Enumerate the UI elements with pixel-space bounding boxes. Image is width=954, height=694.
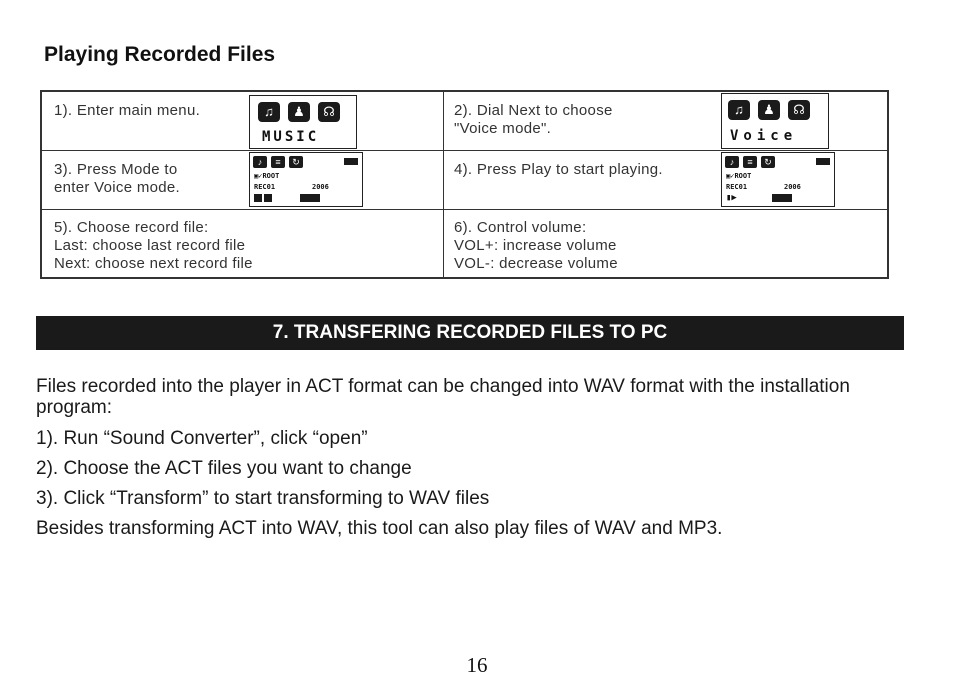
page-number: 16 xyxy=(466,653,488,677)
stop-icon-2 xyxy=(264,194,272,202)
voice-icon: ☊ xyxy=(788,100,810,120)
lcd-playing xyxy=(721,152,835,207)
instruction-step-3: 3). Click “Transform” to start transforming to WAV files xyxy=(36,488,490,509)
closing-paragraph: Besides transforming ACT into WAV, this tool can also play files of WAV and MP3. xyxy=(36,518,723,539)
menu-caption-voice: Voice xyxy=(730,128,798,144)
play-icon: ▮▶ xyxy=(726,193,737,203)
step-4-text: 4). Press Play to start playing. xyxy=(454,161,663,178)
file-counter: 2006 xyxy=(312,183,329,191)
stop-icon xyxy=(254,194,262,202)
folder-name: ▣✓ROOT xyxy=(254,172,280,180)
lcd-menu-voice xyxy=(721,93,829,149)
step-3-text: 3). Press Mode to enter Voice mode. xyxy=(54,161,181,196)
lcd-voice-mode xyxy=(249,152,363,207)
voice-icon: ☊ xyxy=(318,102,340,122)
intro-paragraph: Files recorded into the player in ACT format can be changed into WAV format with the installation program: xyxy=(36,376,850,418)
battery-icon xyxy=(344,158,358,165)
person-icon: ♟ xyxy=(288,102,310,122)
music-note-icon: ♫ xyxy=(258,102,280,122)
person-icon: ♟ xyxy=(758,100,780,120)
step-1-text: 1). Enter main menu. xyxy=(54,102,201,119)
page-heading: Playing Recorded Files xyxy=(44,43,276,66)
repeat-icon: ↻ xyxy=(761,156,775,168)
folder-name: ▣✓ROOT xyxy=(726,172,752,180)
step-6-text: 6). Control volume: VOL+: increase volume VOL-: decrease volume xyxy=(454,219,618,272)
step-5-text: 5). Choose record file: Last: choose last record file Next: choose next record file xyxy=(54,219,253,272)
instruction-step-2: 2). Choose the ACT files you want to change xyxy=(36,458,412,479)
battery-icon xyxy=(816,158,830,165)
music-note-icon: ♫ xyxy=(728,100,750,120)
menu-caption-music: MUSIC xyxy=(262,129,320,145)
repeat-icon: ↻ xyxy=(289,156,303,168)
step-2-text: 2). Dial Next to choose "Voice mode". xyxy=(454,102,613,137)
eq-icon: ≡ xyxy=(743,156,757,168)
file-name: REC01 xyxy=(726,183,748,191)
time-readout xyxy=(772,194,792,202)
lcd-menu-music xyxy=(249,95,357,149)
file-counter: 2006 xyxy=(784,183,801,191)
eq-icon: ≡ xyxy=(271,156,285,168)
file-name: REC01 xyxy=(254,183,276,191)
voice-mode-icon: ♪ xyxy=(253,156,267,168)
voice-mode-icon: ♪ xyxy=(725,156,739,168)
section-bar: 7. TRANSFERING RECORDED FILES TO PC xyxy=(36,316,904,350)
time-readout xyxy=(300,194,320,202)
instruction-step-1: 1). Run “Sound Converter”, click “open” xyxy=(36,428,368,449)
steps-table xyxy=(40,90,889,279)
